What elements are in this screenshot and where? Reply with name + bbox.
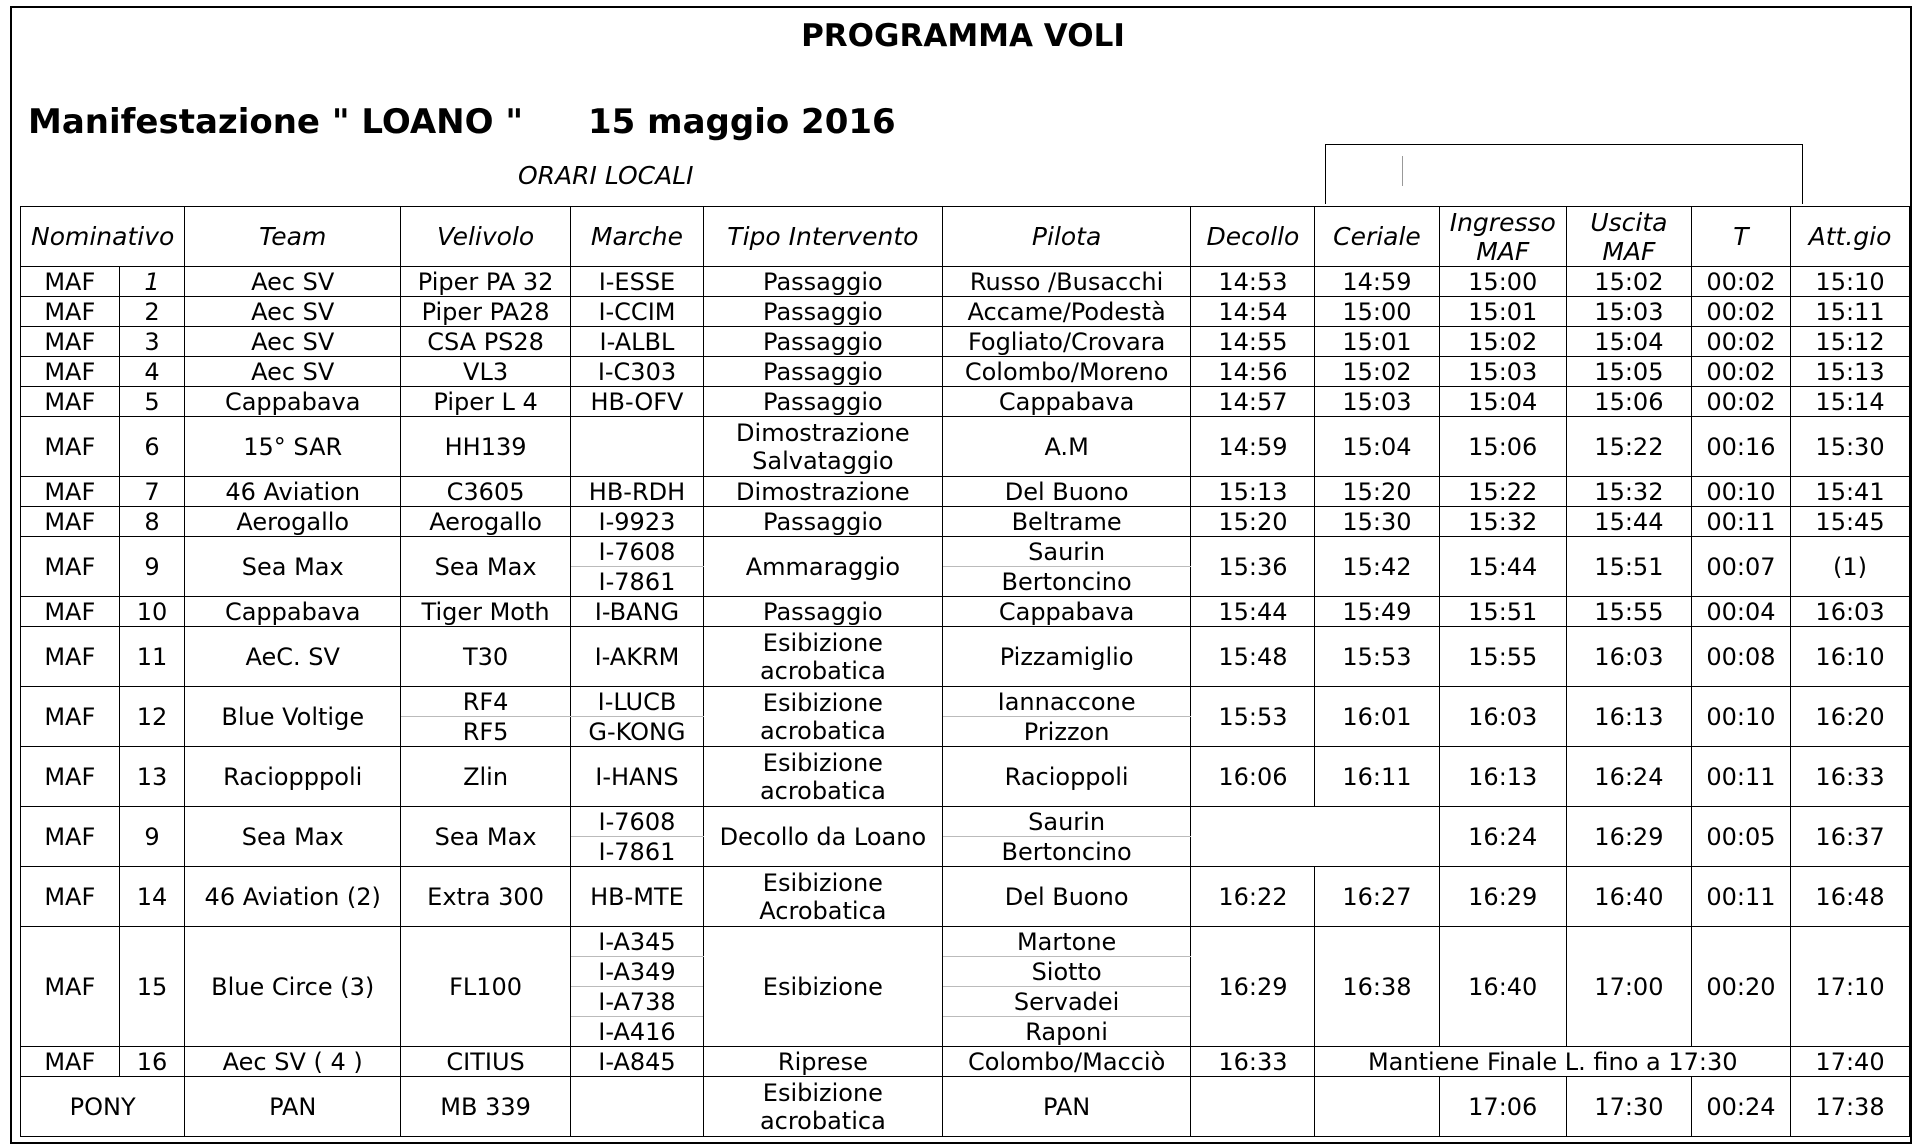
cell-exit: 17:00 [1566, 927, 1691, 1047]
cell-registration: I-7861 [571, 837, 704, 867]
cell-attgio: 15:13 [1791, 357, 1910, 387]
cell-team: Sea Max [185, 807, 401, 867]
cell-number: 1 [119, 267, 185, 297]
cell-ceriale: 15:20 [1315, 477, 1439, 507]
cell-pilot: Del Buono [942, 867, 1191, 927]
cell-aircraft: Piper L 4 [401, 387, 571, 417]
cell-pilot: Iannaccone [942, 687, 1191, 717]
cell-pilot: Colombo/Macciò [942, 1047, 1191, 1077]
schedule-sheet [10, 6, 1912, 1144]
cell-number: 9 [119, 807, 185, 867]
cell-exit: 16:13 [1566, 687, 1691, 747]
cell-pilot: PAN [942, 1077, 1191, 1137]
cell-exit: 15:55 [1566, 597, 1691, 627]
cell-exit: 17:30 [1566, 1077, 1691, 1137]
cell-duration: 00:10 [1691, 687, 1790, 747]
cell-pilot: Racioppoli [942, 747, 1191, 807]
cell-intervention-type: Ammaraggio [703, 537, 942, 597]
cell-exit: 15:51 [1566, 537, 1691, 597]
header-nominativo: Nominativo [21, 207, 185, 267]
cell-entry: 15:06 [1439, 417, 1566, 477]
cell-callsign: MAF [21, 597, 120, 627]
cell-entry: 16:29 [1439, 867, 1566, 927]
cell-duration: 00:20 [1691, 927, 1790, 1047]
cell-callsign: MAF [21, 267, 120, 297]
cell-ceriale: 14:59 [1315, 267, 1439, 297]
schedule-body [21, 267, 1910, 1137]
cell-aircraft: Piper PA 32 [401, 267, 571, 297]
table-row [21, 417, 1910, 447]
cell-pilot: Prizzon [942, 717, 1191, 747]
cell-ceriale: 15:02 [1315, 357, 1439, 387]
cell-duration: 00:07 [1691, 537, 1790, 597]
header-velivolo: Velivolo [401, 207, 571, 267]
cell-callsign: MAF [21, 807, 120, 867]
cell-exit: 15:06 [1566, 387, 1691, 417]
cell-registration: HB-MTE [571, 867, 704, 927]
cell-exit: 16:40 [1566, 867, 1691, 927]
header-box-divider [1402, 156, 1403, 186]
local-times-label: ORARI LOCALI [518, 161, 694, 190]
cell-attgio: 16:10 [1791, 627, 1910, 687]
cell-exit: 16:29 [1566, 807, 1691, 867]
cell-intervention-type: Passaggio [703, 357, 942, 387]
cell-duration: 00:11 [1691, 747, 1790, 807]
cell-aircraft: RF4 [401, 687, 571, 717]
cell-registration: I-A738 [571, 987, 704, 1017]
cell-registration: I-A845 [571, 1047, 704, 1077]
cell-callsign: MAF [21, 357, 120, 387]
cell-registration: I-AKRM [571, 627, 704, 687]
cell-takeoff-ceriale-empty [1191, 807, 1439, 867]
cell-aircraft: HH139 [401, 417, 571, 477]
cell-pilot: Beltrame [942, 507, 1191, 537]
cell-team: PAN [185, 1077, 401, 1137]
cell-takeoff: 15:48 [1191, 627, 1315, 687]
cell-callsign: MAF [21, 927, 120, 1047]
cell-attgio: 16:48 [1791, 867, 1910, 927]
cell-registration: I-LUCB [571, 687, 704, 717]
cell-ceriale: 15:01 [1315, 327, 1439, 357]
cell-callsign: MAF [21, 297, 120, 327]
cell-entry: 16:03 [1439, 687, 1566, 747]
cell-number: 12 [119, 687, 185, 747]
cell-aircraft: Sea Max [401, 537, 571, 597]
cell-registration: I-CCIM [571, 297, 704, 327]
cell-ceriale: 15:53 [1315, 627, 1439, 687]
cell-attgio: 15:41 [1791, 477, 1910, 507]
cell-entry: 15:44 [1439, 537, 1566, 597]
header-ingresso-maf: Ingresso MAF [1439, 207, 1566, 267]
cell-registration: I-C303 [571, 357, 704, 387]
cell-registration: HB-OFV [571, 387, 704, 417]
table-row [21, 597, 1910, 627]
cell-aircraft: Piper PA28 [401, 297, 571, 327]
cell-number: 9 [119, 537, 185, 597]
cell-registration [571, 1077, 704, 1137]
cell-exit: 15:03 [1566, 297, 1691, 327]
cell-number: 7 [119, 477, 185, 507]
cell-entry: 15:32 [1439, 507, 1566, 537]
cell-team: Sea Max [185, 537, 401, 597]
cell-ceriale [1315, 1077, 1439, 1137]
cell-number: 15 [119, 927, 185, 1047]
cell-pilot: Russo /Busacchi [942, 267, 1191, 297]
cell-entry: 16:24 [1439, 807, 1566, 867]
cell-number: 11 [119, 627, 185, 687]
table-row [21, 327, 1910, 357]
cell-pilot: Cappabava [942, 387, 1191, 417]
cell-takeoff: 16:33 [1191, 1047, 1315, 1077]
cell-registration: I-ALBL [571, 327, 704, 357]
cell-pilot: Cappabava [942, 597, 1191, 627]
cell-pilot: Del Buono [942, 477, 1191, 507]
cell-team: Blue Circe (3) [185, 927, 401, 1047]
cell-takeoff: 14:55 [1191, 327, 1315, 357]
header-ceriale: Ceriale [1315, 207, 1439, 267]
cell-exit: 15:05 [1566, 357, 1691, 387]
cell-intervention-type: Passaggio [703, 267, 942, 297]
cell-duration: 00:24 [1691, 1077, 1790, 1137]
cell-entry: 15:00 [1439, 267, 1566, 297]
cell-team: Raciopppoli [185, 747, 401, 807]
cell-pilot: Bertoncino [942, 567, 1191, 597]
cell-intervention-type: Esibizione Acrobatica [703, 867, 942, 927]
table-row [21, 927, 1910, 957]
table-row [21, 507, 1910, 537]
cell-exit: 15:02 [1566, 267, 1691, 297]
cell-intervention-type: Passaggio [703, 327, 942, 357]
cell-takeoff: 15:13 [1191, 477, 1315, 507]
cell-intervention-type: Esibizione acrobatica [703, 1077, 942, 1137]
event-name: Manifestazione " LOANO " [28, 102, 524, 142]
cell-takeoff: 14:57 [1191, 387, 1315, 417]
cell-intervention-type: Passaggio [703, 507, 942, 537]
cell-number: 8 [119, 507, 185, 537]
cell-aircraft: Sea Max [401, 807, 571, 867]
cell-ceriale: 16:11 [1315, 747, 1439, 807]
cell-ceriale: 15:00 [1315, 297, 1439, 327]
cell-aircraft: Zlin [401, 747, 571, 807]
cell-pilot: Martone [942, 927, 1191, 957]
table-row [21, 687, 1910, 717]
cell-exit: 15:22 [1566, 417, 1691, 477]
cell-entry: 16:13 [1439, 747, 1566, 807]
cell-exit: 16:24 [1566, 747, 1691, 807]
cell-duration: 00:11 [1691, 867, 1790, 927]
flight-schedule-table [20, 206, 1910, 1137]
cell-registration: I-A416 [571, 1017, 704, 1047]
cell-callsign: PONY [21, 1077, 185, 1137]
cell-number: 16 [119, 1047, 185, 1077]
cell-registration: HB-RDH [571, 477, 704, 507]
header-uscita-maf: Uscita MAF [1566, 207, 1691, 267]
cell-takeoff: 16:06 [1191, 747, 1315, 807]
cell-registration: I-BANG [571, 597, 704, 627]
cell-number: 3 [119, 327, 185, 357]
cell-aircraft: CSA PS28 [401, 327, 571, 357]
cell-takeoff: 14:56 [1191, 357, 1315, 387]
cell-ceriale: 15:42 [1315, 537, 1439, 597]
cell-duration: 00:04 [1691, 597, 1790, 627]
cell-callsign: MAF [21, 507, 120, 537]
cell-attgio: 17:10 [1791, 927, 1910, 1047]
cell-pilot: Saurin [942, 807, 1191, 837]
cell-attgio: 17:38 [1791, 1077, 1910, 1137]
cell-intervention-type: Passaggio [703, 297, 942, 327]
cell-ceriale: 16:38 [1315, 927, 1439, 1047]
cell-entry: 17:06 [1439, 1077, 1566, 1137]
cell-callsign: MAF [21, 627, 120, 687]
cell-duration: 00:16 [1691, 417, 1790, 477]
cell-team: 46 Aviation (2) [185, 867, 401, 927]
cell-attgio: 15:30 [1791, 417, 1910, 477]
cell-duration: 00:11 [1691, 507, 1790, 537]
cell-callsign: MAF [21, 477, 120, 507]
cell-intervention-type: Esibizione acrobatica [703, 627, 942, 687]
cell-exit: 15:32 [1566, 477, 1691, 507]
cell-attgio: (1) [1791, 537, 1910, 597]
cell-ceriale: 15:30 [1315, 507, 1439, 537]
cell-intervention-type: Dimostrazione Salvataggio [703, 417, 942, 477]
cell-entry: 15:51 [1439, 597, 1566, 627]
cell-team: Cappabava [185, 387, 401, 417]
cell-entry: 15:04 [1439, 387, 1566, 417]
table-row [21, 387, 1910, 417]
cell-pilot: Fogliato/Crovara [942, 327, 1191, 357]
cell-team: Aec SV [185, 357, 401, 387]
cell-number: 6 [119, 417, 185, 477]
cell-attgio: 15:14 [1791, 387, 1910, 417]
cell-team: Aec SV [185, 267, 401, 297]
cell-aircraft: Tiger Moth [401, 597, 571, 627]
cell-exit: 15:04 [1566, 327, 1691, 357]
cell-takeoff: 15:20 [1191, 507, 1315, 537]
cell-attgio: 15:11 [1791, 297, 1910, 327]
cell-number: 4 [119, 357, 185, 387]
table-row [21, 297, 1910, 327]
cell-exit: 15:44 [1566, 507, 1691, 537]
cell-registration: I-A345 [571, 927, 704, 957]
cell-aircraft: T30 [401, 627, 571, 687]
cell-registration: I-7608 [571, 537, 704, 567]
cell-duration: 00:05 [1691, 807, 1790, 867]
cell-ceriale: 16:27 [1315, 867, 1439, 927]
cell-team: Blue Voltige [185, 687, 401, 747]
cell-takeoff: 16:29 [1191, 927, 1315, 1047]
cell-takeoff: 15:44 [1191, 597, 1315, 627]
cell-duration: 00:02 [1691, 327, 1790, 357]
table-row [21, 867, 1910, 897]
cell-entry: 15:22 [1439, 477, 1566, 507]
cell-pilot: Colombo/Moreno [942, 357, 1191, 387]
cell-pilot: Servadei [942, 987, 1191, 1017]
cell-pilot: Siotto [942, 957, 1191, 987]
cell-duration: 00:02 [1691, 357, 1790, 387]
cell-takeoff [1191, 1077, 1315, 1137]
cell-registration: I-A349 [571, 957, 704, 987]
cell-intervention-type: Passaggio [703, 387, 942, 417]
cell-attgio: 16:37 [1791, 807, 1910, 867]
cell-team: Cappabava [185, 597, 401, 627]
cell-ceriale: 16:01 [1315, 687, 1439, 747]
cell-registration: I-7861 [571, 567, 704, 597]
cell-aircraft: CITIUS [401, 1047, 571, 1077]
cell-takeoff: 15:53 [1191, 687, 1315, 747]
cell-aircraft: RF5 [401, 717, 571, 747]
table-row [21, 357, 1910, 387]
cell-number: 13 [119, 747, 185, 807]
cell-team: Aerogallo [185, 507, 401, 537]
cell-aircraft: Extra 300 [401, 867, 571, 927]
table-row [21, 627, 1910, 657]
cell-number: 5 [119, 387, 185, 417]
header-attgio: Att.gio [1791, 207, 1910, 267]
cell-callsign: MAF [21, 417, 120, 477]
cell-intervention-type: Riprese [703, 1047, 942, 1077]
cell-duration: 00:02 [1691, 267, 1790, 297]
cell-exit: 16:03 [1566, 627, 1691, 687]
cell-callsign: MAF [21, 1047, 120, 1077]
cell-registration: G-KONG [571, 717, 704, 747]
cell-registration: I-7608 [571, 807, 704, 837]
header-box [1325, 144, 1803, 204]
cell-intervention-type: Esibizione [703, 927, 942, 1047]
cell-pilot: Raponi [942, 1017, 1191, 1047]
table-row [21, 477, 1910, 507]
cell-pilot: Bertoncino [942, 837, 1191, 867]
header-team: Team [185, 207, 401, 267]
header-t: T [1691, 207, 1790, 267]
cell-aircraft: MB 339 [401, 1077, 571, 1137]
table-row [21, 1077, 1910, 1107]
header-decollo: Decollo [1191, 207, 1315, 267]
cell-entry: 16:40 [1439, 927, 1566, 1047]
cell-number: 10 [119, 597, 185, 627]
cell-number: 2 [119, 297, 185, 327]
cell-team: Aec SV [185, 297, 401, 327]
table-row [21, 537, 1910, 567]
cell-entry: 15:02 [1439, 327, 1566, 357]
cell-number: 14 [119, 867, 185, 927]
cell-attgio: 15:45 [1791, 507, 1910, 537]
cell-pilot: Saurin [942, 537, 1191, 567]
cell-team: Aec SV [185, 327, 401, 357]
cell-callsign: MAF [21, 387, 120, 417]
cell-callsign: MAF [21, 327, 120, 357]
table-row [21, 267, 1910, 297]
cell-registration: I-9923 [571, 507, 704, 537]
cell-ceriale: 15:03 [1315, 387, 1439, 417]
cell-team: Aec SV ( 4 ) [185, 1047, 401, 1077]
cell-team: 46 Aviation [185, 477, 401, 507]
header-tipo-intervento: Tipo Intervento [703, 207, 942, 267]
cell-aircraft: FL100 [401, 927, 571, 1047]
cell-duration: 00:10 [1691, 477, 1790, 507]
cell-entry: 15:01 [1439, 297, 1566, 327]
cell-attgio: 16:20 [1791, 687, 1910, 747]
cell-team: 15° SAR [185, 417, 401, 477]
cell-team: AeC. SV [185, 627, 401, 687]
cell-duration: 00:02 [1691, 387, 1790, 417]
cell-intervention-type: Dimostrazione [703, 477, 942, 507]
cell-takeoff: 14:53 [1191, 267, 1315, 297]
cell-pilot: A.M [942, 417, 1191, 477]
cell-intervention-type: Esibizione acrobatica [703, 687, 942, 747]
cell-pilot: Pizzamiglio [942, 627, 1191, 687]
document-title: PROGRAMMA VOLI [801, 18, 1125, 54]
cell-entry: 15:03 [1439, 357, 1566, 387]
cell-ceriale: 15:04 [1315, 417, 1439, 477]
cell-callsign: MAF [21, 747, 120, 807]
cell-duration: 00:02 [1691, 297, 1790, 327]
cell-attgio: 16:33 [1791, 747, 1910, 807]
cell-takeoff: 14:54 [1191, 297, 1315, 327]
cell-intervention-type: Esibizione acrobatica [703, 747, 942, 807]
cell-entry: 15:55 [1439, 627, 1566, 687]
cell-registration: I-HANS [571, 747, 704, 807]
cell-attgio: 15:10 [1791, 267, 1910, 297]
table-row [21, 807, 1910, 837]
cell-attgio: 16:03 [1791, 597, 1910, 627]
header-pilota: Pilota [942, 207, 1191, 267]
cell-aircraft: VL3 [401, 357, 571, 387]
cell-intervention-type: Passaggio [703, 597, 942, 627]
event-date: 15 maggio 2016 [588, 102, 896, 142]
cell-intervention-type: Decollo da Loano [703, 807, 942, 867]
cell-ceriale: 15:49 [1315, 597, 1439, 627]
table-row [21, 747, 1910, 777]
cell-callsign: MAF [21, 537, 120, 597]
cell-callsign: MAF [21, 867, 120, 927]
cell-aircraft: C3605 [401, 477, 571, 507]
cell-attgio: 17:40 [1791, 1047, 1910, 1077]
cell-takeoff: 15:36 [1191, 537, 1315, 597]
cell-pilot: Accame/Podestà [942, 297, 1191, 327]
cell-takeoff: 14:59 [1191, 417, 1315, 477]
cell-registration [571, 417, 704, 477]
table-row [21, 1047, 1910, 1077]
cell-takeoff: 16:22 [1191, 867, 1315, 927]
cell-duration: 00:08 [1691, 627, 1790, 687]
table-header-row [21, 207, 1910, 267]
cell-attgio: 15:12 [1791, 327, 1910, 357]
header-marche: Marche [571, 207, 704, 267]
cell-callsign: MAF [21, 687, 120, 747]
cell-registration: I-ESSE [571, 267, 704, 297]
cell-note: Mantiene Finale L. fino a 17:30 [1315, 1047, 1791, 1077]
cell-aircraft: Aerogallo [401, 507, 571, 537]
